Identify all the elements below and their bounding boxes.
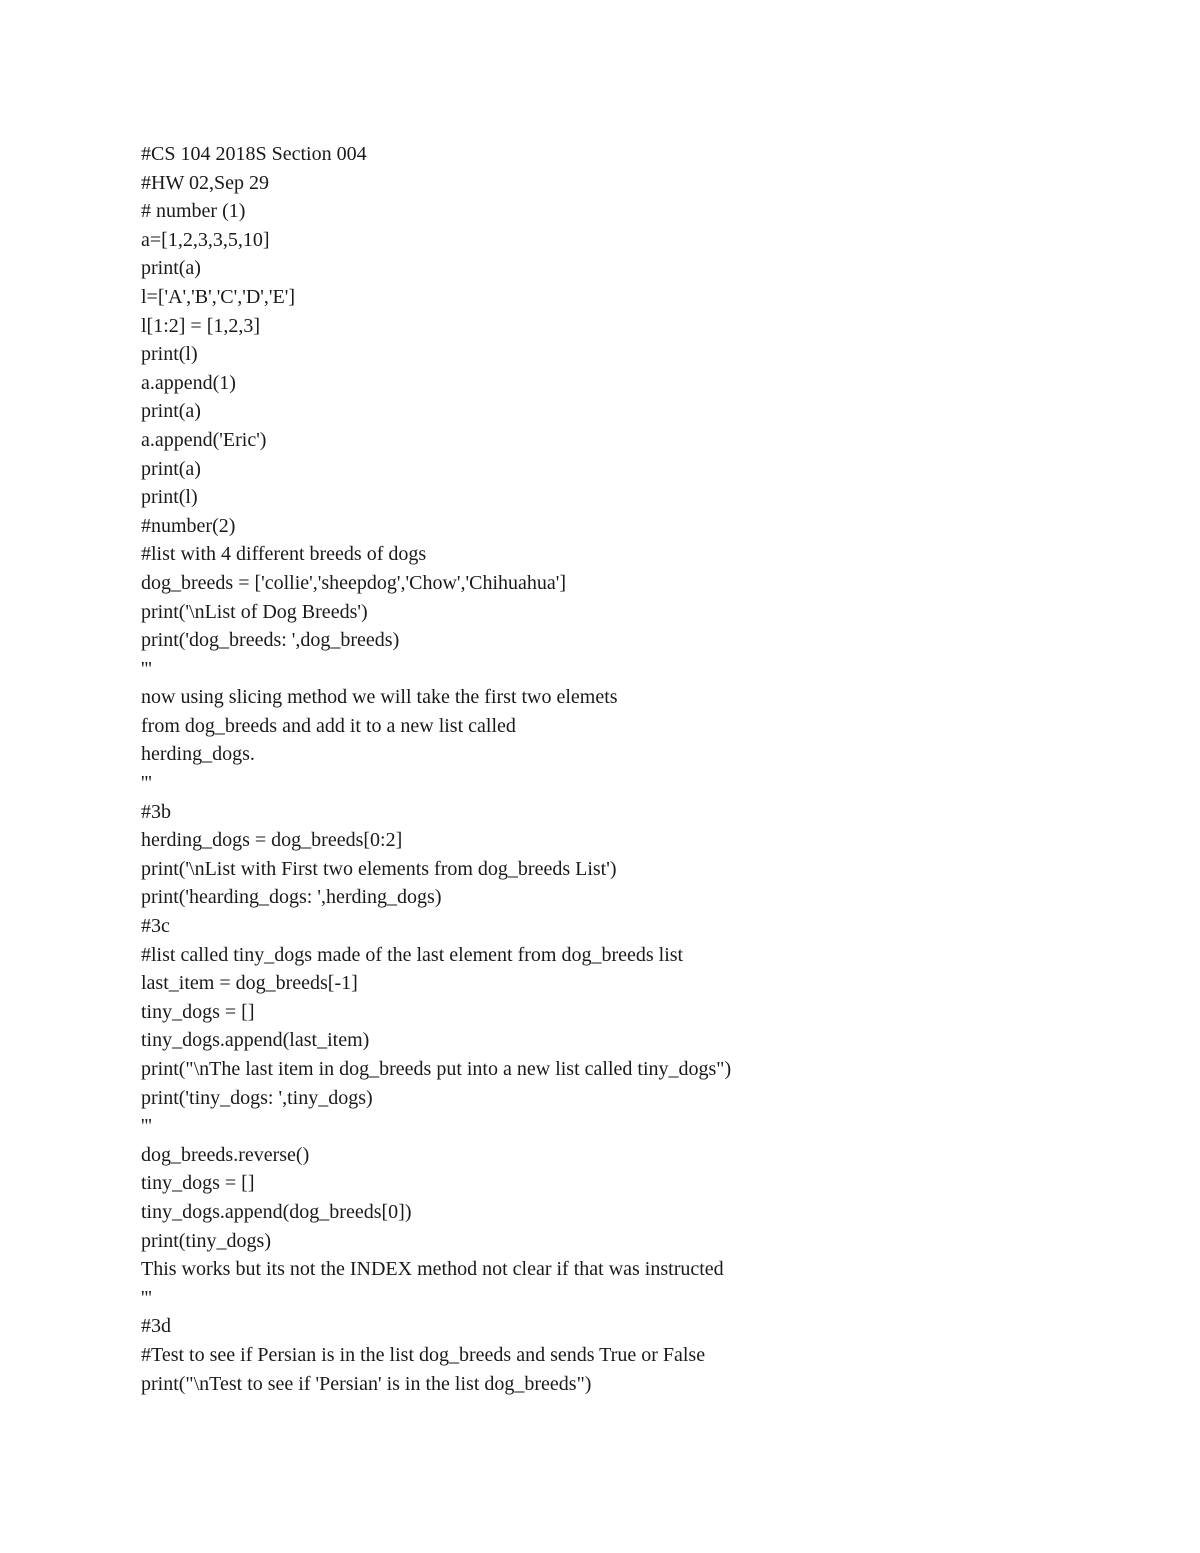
document-line: a.append('Eric') bbox=[141, 428, 267, 451]
document-line: print(l) bbox=[141, 343, 198, 366]
document-line: #list with 4 different breeds of dogs bbox=[141, 543, 427, 566]
document-line: herding_dogs = dog_breeds[0:2] bbox=[141, 829, 403, 852]
document-line: ''' bbox=[141, 1115, 152, 1138]
document-line: a.append(1) bbox=[141, 371, 236, 394]
document-line: tiny_dogs.append(dog_breeds[0]) bbox=[141, 1200, 412, 1223]
document-line: print('hearding_dogs: ',herding_dogs) bbox=[141, 886, 442, 909]
document-line: print(tiny_dogs) bbox=[141, 1229, 271, 1252]
document-line: ''' bbox=[141, 772, 152, 795]
document-line: #3c bbox=[141, 915, 170, 938]
document-line: from dog_breeds and add it to a new list called bbox=[141, 714, 516, 737]
document-line: #number(2) bbox=[141, 514, 236, 537]
document-line: #CS 104 2018S Section 004 bbox=[141, 143, 367, 165]
document-line: This works but its not the INDEX method not clear if that was instructed bbox=[141, 1258, 724, 1281]
document-line: now using slicing method we will take the first two elemets bbox=[141, 686, 618, 709]
document-line: last_item = dog_breeds[-1] bbox=[141, 972, 358, 995]
document-line: ''' bbox=[141, 657, 152, 680]
document-line: # number (1) bbox=[141, 200, 246, 223]
document-line: dog_breeds = ['collie','sheepdog','Chow','Chihuahua'] bbox=[141, 571, 567, 594]
document-line: print('\nList with First two elements from dog_breeds List') bbox=[141, 857, 617, 880]
document-line: #list called tiny_dogs made of the last element from dog_breeds list bbox=[141, 943, 684, 966]
document-line: print('\nList of Dog Breeds') bbox=[141, 600, 368, 623]
document-line: #3b bbox=[141, 800, 171, 823]
document-line: #HW 02,Sep 29 bbox=[141, 171, 269, 194]
document-line: print("\nTest to see if 'Persian' is in the list dog_breeds") bbox=[141, 1372, 592, 1395]
document-line: #Test to see if Persian is in the list dog_breeds and sends True or False bbox=[141, 1343, 706, 1366]
document-line: herding_dogs. bbox=[141, 743, 255, 766]
document-line: dog_breeds.reverse() bbox=[141, 1143, 310, 1166]
document-line: ''' bbox=[141, 1286, 152, 1309]
document-line: print(a) bbox=[141, 457, 201, 480]
document-line: print('dog_breeds: ',dog_breeds) bbox=[141, 629, 400, 652]
document-line: #3d bbox=[141, 1315, 171, 1338]
document-line: print(a) bbox=[141, 257, 201, 280]
document-line: print(l) bbox=[141, 486, 198, 509]
document-line: print(a) bbox=[141, 400, 201, 423]
document-line: tiny_dogs = [] bbox=[141, 1000, 255, 1023]
document-line: print('tiny_dogs: ',tiny_dogs) bbox=[141, 1086, 373, 1109]
document-line: l[1:2] = [1,2,3] bbox=[141, 314, 261, 337]
document-line: tiny_dogs = [] bbox=[141, 1172, 255, 1195]
document-line: a=[1,2,3,3,5,10] bbox=[141, 228, 270, 251]
document-line: l=['A','B','C','D','E'] bbox=[141, 285, 295, 308]
document-line: tiny_dogs.append(last_item) bbox=[141, 1029, 370, 1052]
document-line: print("\nThe last item in dog_breeds put into a new list called tiny_dogs") bbox=[141, 1058, 732, 1080]
document-body bbox=[141, 140, 1141, 1398]
